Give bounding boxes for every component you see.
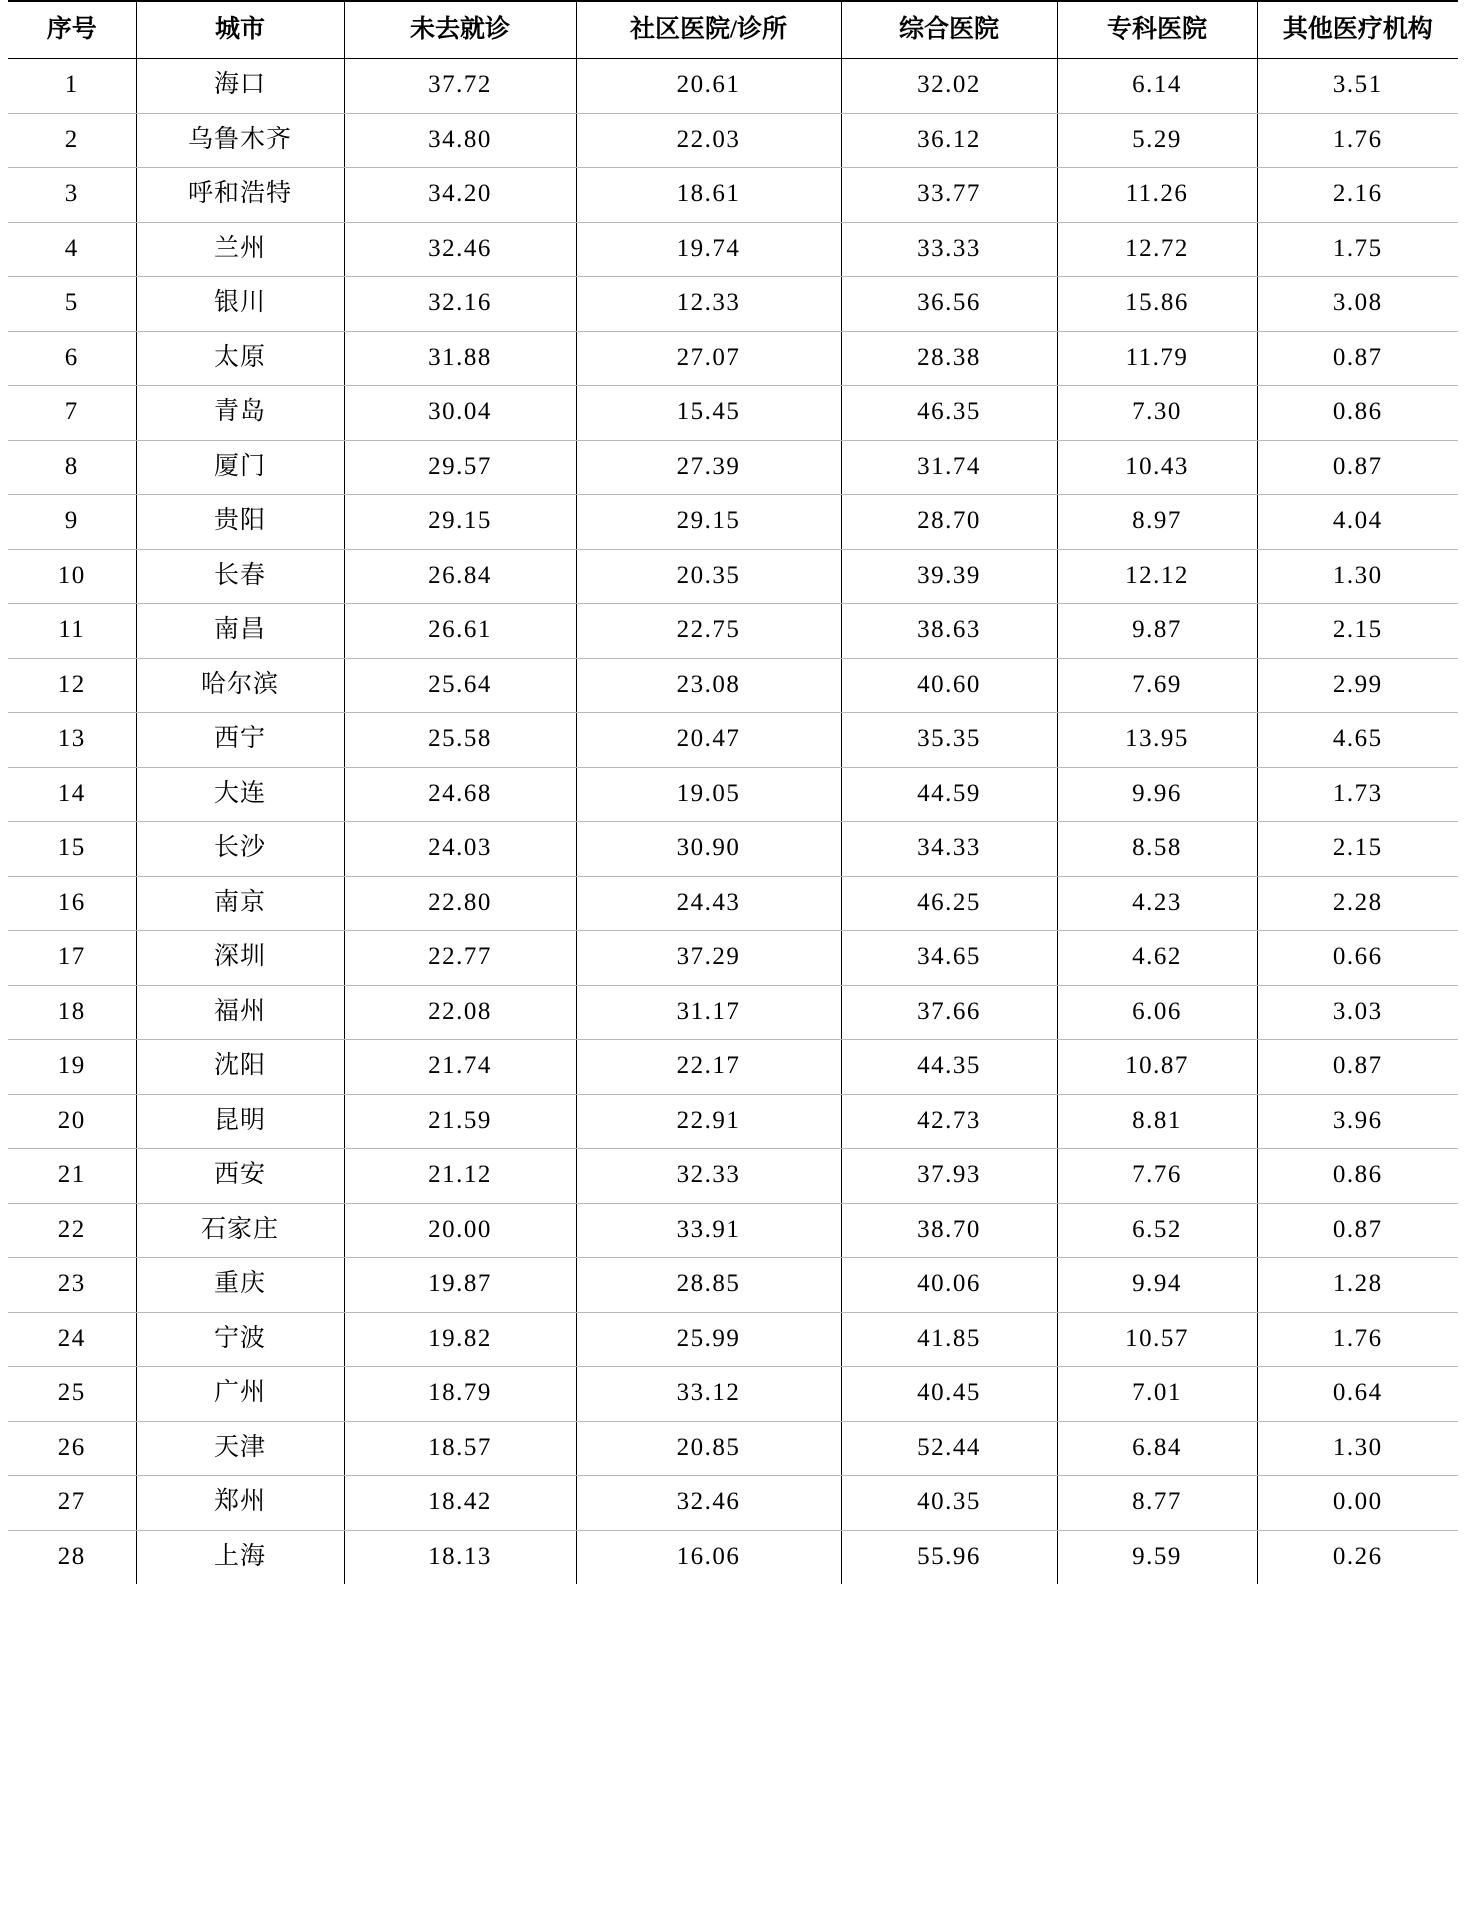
- cell-index: 6: [8, 331, 136, 386]
- cell-general-hospital: 55.96: [841, 1530, 1057, 1584]
- cell-index: 5: [8, 277, 136, 332]
- cell-index: 22: [8, 1203, 136, 1258]
- table-row: [8, 931, 1458, 986]
- cell-other-institution: 2.15: [1257, 822, 1458, 877]
- cell-no-visit: 21.59: [344, 1094, 576, 1149]
- cell-other-institution: 0.86: [1257, 1149, 1458, 1204]
- cell-city: 贵阳: [136, 495, 344, 550]
- cell-general-hospital: 40.60: [841, 658, 1057, 713]
- table-row: [8, 713, 1458, 768]
- cell-index: 21: [8, 1149, 136, 1204]
- cell-no-visit: 30.04: [344, 386, 576, 441]
- cell-specialty-hospital: 9.96: [1057, 767, 1257, 822]
- column-header-specialty-hospital: 专科医院: [1057, 1, 1257, 59]
- table-row: [8, 331, 1458, 386]
- cell-specialty-hospital: 10.57: [1057, 1312, 1257, 1367]
- table-row: [8, 1421, 1458, 1476]
- cell-city: 太原: [136, 331, 344, 386]
- cell-general-hospital: 46.25: [841, 876, 1057, 931]
- table-row: [8, 222, 1458, 277]
- cell-specialty-hospital: 8.58: [1057, 822, 1257, 877]
- cell-index: 2: [8, 113, 136, 168]
- cell-index: 19: [8, 1040, 136, 1095]
- cell-other-institution: 3.03: [1257, 985, 1458, 1040]
- cell-city: 海口: [136, 59, 344, 114]
- cell-specialty-hospital: 8.97: [1057, 495, 1257, 550]
- cell-other-institution: 0.26: [1257, 1530, 1458, 1584]
- cell-index: 8: [8, 440, 136, 495]
- cell-index: 17: [8, 931, 136, 986]
- column-header-city: 城市: [136, 1, 344, 59]
- table-row: [8, 767, 1458, 822]
- cell-city: 青岛: [136, 386, 344, 441]
- table-row: [8, 59, 1458, 114]
- cell-city: 乌鲁木齐: [136, 113, 344, 168]
- cell-specialty-hospital: 9.87: [1057, 604, 1257, 659]
- cell-community-clinic: 31.17: [576, 985, 841, 1040]
- cell-other-institution: 2.16: [1257, 168, 1458, 223]
- column-header-index: 序号: [8, 1, 136, 59]
- cell-city: 大连: [136, 767, 344, 822]
- cell-general-hospital: 36.56: [841, 277, 1057, 332]
- cell-other-institution: 1.30: [1257, 1421, 1458, 1476]
- cell-index: 3: [8, 168, 136, 223]
- cell-city: 昆明: [136, 1094, 344, 1149]
- cell-index: 9: [8, 495, 136, 550]
- cell-city: 南京: [136, 876, 344, 931]
- cell-general-hospital: 37.66: [841, 985, 1057, 1040]
- cell-index: 18: [8, 985, 136, 1040]
- cell-city: 深圳: [136, 931, 344, 986]
- cell-other-institution: 0.87: [1257, 1040, 1458, 1095]
- cell-no-visit: 18.79: [344, 1367, 576, 1422]
- cell-other-institution: 4.65: [1257, 713, 1458, 768]
- cell-general-hospital: 44.59: [841, 767, 1057, 822]
- cell-no-visit: 22.08: [344, 985, 576, 1040]
- cell-specialty-hospital: 7.76: [1057, 1149, 1257, 1204]
- cell-community-clinic: 37.29: [576, 931, 841, 986]
- table-row: [8, 495, 1458, 550]
- cell-specialty-hospital: 8.77: [1057, 1476, 1257, 1531]
- cell-city: 厦门: [136, 440, 344, 495]
- cell-other-institution: 4.04: [1257, 495, 1458, 550]
- cell-specialty-hospital: 6.14: [1057, 59, 1257, 114]
- cell-community-clinic: 20.85: [576, 1421, 841, 1476]
- cell-no-visit: 18.13: [344, 1530, 576, 1584]
- cell-community-clinic: 22.91: [576, 1094, 841, 1149]
- table-row: [8, 604, 1458, 659]
- cell-community-clinic: 32.46: [576, 1476, 841, 1531]
- cell-city: 呼和浩特: [136, 168, 344, 223]
- cell-specialty-hospital: 7.01: [1057, 1367, 1257, 1422]
- cell-general-hospital: 31.74: [841, 440, 1057, 495]
- cell-community-clinic: 15.45: [576, 386, 841, 441]
- cell-community-clinic: 32.33: [576, 1149, 841, 1204]
- cell-no-visit: 34.20: [344, 168, 576, 223]
- table-row: [8, 386, 1458, 441]
- cell-no-visit: 25.64: [344, 658, 576, 713]
- column-header-no-visit: 未去就诊: [344, 1, 576, 59]
- cell-city: 天津: [136, 1421, 344, 1476]
- cell-specialty-hospital: 7.69: [1057, 658, 1257, 713]
- column-header-other-institution: 其他医疗机构: [1257, 1, 1458, 59]
- cell-city: 广州: [136, 1367, 344, 1422]
- cell-community-clinic: 22.17: [576, 1040, 841, 1095]
- cell-community-clinic: 30.90: [576, 822, 841, 877]
- cell-general-hospital: 42.73: [841, 1094, 1057, 1149]
- table-row: [8, 985, 1458, 1040]
- cell-community-clinic: 20.61: [576, 59, 841, 114]
- cell-no-visit: 29.57: [344, 440, 576, 495]
- cell-index: 13: [8, 713, 136, 768]
- cell-other-institution: 1.75: [1257, 222, 1458, 277]
- cell-community-clinic: 29.15: [576, 495, 841, 550]
- cell-no-visit: 37.72: [344, 59, 576, 114]
- cell-other-institution: 0.66: [1257, 931, 1458, 986]
- cell-other-institution: 0.00: [1257, 1476, 1458, 1531]
- cell-general-hospital: 38.70: [841, 1203, 1057, 1258]
- cell-other-institution: 0.86: [1257, 386, 1458, 441]
- cell-general-hospital: 34.33: [841, 822, 1057, 877]
- cell-specialty-hospital: 4.62: [1057, 931, 1257, 986]
- cell-community-clinic: 33.91: [576, 1203, 841, 1258]
- cell-city: 兰州: [136, 222, 344, 277]
- cell-no-visit: 22.77: [344, 931, 576, 986]
- cell-no-visit: 18.57: [344, 1421, 576, 1476]
- table-row: [8, 277, 1458, 332]
- cell-specialty-hospital: 5.29: [1057, 113, 1257, 168]
- cell-index: 28: [8, 1530, 136, 1584]
- cell-other-institution: 1.30: [1257, 549, 1458, 604]
- cell-no-visit: 34.80: [344, 113, 576, 168]
- table-body: [8, 59, 1458, 1585]
- cell-index: 16: [8, 876, 136, 931]
- cell-no-visit: 24.68: [344, 767, 576, 822]
- table-row: [8, 1149, 1458, 1204]
- cell-specialty-hospital: 4.23: [1057, 876, 1257, 931]
- table-row: [8, 1476, 1458, 1531]
- medical-institution-choice-table: [8, 0, 1458, 1584]
- cell-no-visit: 24.03: [344, 822, 576, 877]
- cell-other-institution: 1.76: [1257, 1312, 1458, 1367]
- cell-city: 福州: [136, 985, 344, 1040]
- cell-general-hospital: 33.77: [841, 168, 1057, 223]
- cell-other-institution: 2.28: [1257, 876, 1458, 931]
- cell-general-hospital: 39.39: [841, 549, 1057, 604]
- cell-community-clinic: 12.33: [576, 277, 841, 332]
- cell-no-visit: 18.42: [344, 1476, 576, 1531]
- table-row: [8, 1203, 1458, 1258]
- cell-general-hospital: 40.06: [841, 1258, 1057, 1313]
- cell-no-visit: 19.82: [344, 1312, 576, 1367]
- cell-general-hospital: 35.35: [841, 713, 1057, 768]
- cell-no-visit: 19.87: [344, 1258, 576, 1313]
- cell-community-clinic: 25.99: [576, 1312, 841, 1367]
- cell-city: 长沙: [136, 822, 344, 877]
- cell-city: 西宁: [136, 713, 344, 768]
- table-row: [8, 1040, 1458, 1095]
- cell-community-clinic: 23.08: [576, 658, 841, 713]
- table-header: [8, 1, 1458, 59]
- cell-general-hospital: 41.85: [841, 1312, 1057, 1367]
- cell-no-visit: 32.46: [344, 222, 576, 277]
- cell-index: 24: [8, 1312, 136, 1367]
- cell-community-clinic: 20.47: [576, 713, 841, 768]
- cell-community-clinic: 16.06: [576, 1530, 841, 1584]
- cell-index: 12: [8, 658, 136, 713]
- cell-city: 宁波: [136, 1312, 344, 1367]
- cell-general-hospital: 46.35: [841, 386, 1057, 441]
- cell-index: 10: [8, 549, 136, 604]
- cell-general-hospital: 44.35: [841, 1040, 1057, 1095]
- cell-index: 4: [8, 222, 136, 277]
- cell-other-institution: 3.51: [1257, 59, 1458, 114]
- column-header-community-clinic: 社区医院/诊所: [576, 1, 841, 59]
- cell-other-institution: 0.64: [1257, 1367, 1458, 1422]
- cell-specialty-hospital: 9.94: [1057, 1258, 1257, 1313]
- cell-other-institution: 0.87: [1257, 331, 1458, 386]
- cell-specialty-hospital: 6.52: [1057, 1203, 1257, 1258]
- table-row: [8, 1530, 1458, 1584]
- cell-specialty-hospital: 7.30: [1057, 386, 1257, 441]
- cell-specialty-hospital: 10.87: [1057, 1040, 1257, 1095]
- cell-index: 15: [8, 822, 136, 877]
- cell-no-visit: 25.58: [344, 713, 576, 768]
- cell-specialty-hospital: 11.79: [1057, 331, 1257, 386]
- cell-no-visit: 29.15: [344, 495, 576, 550]
- cell-specialty-hospital: 11.26: [1057, 168, 1257, 223]
- cell-city: 重庆: [136, 1258, 344, 1313]
- cell-general-hospital: 32.02: [841, 59, 1057, 114]
- cell-other-institution: 0.87: [1257, 1203, 1458, 1258]
- cell-community-clinic: 24.43: [576, 876, 841, 931]
- cell-general-hospital: 34.65: [841, 931, 1057, 986]
- cell-no-visit: 22.80: [344, 876, 576, 931]
- cell-specialty-hospital: 10.43: [1057, 440, 1257, 495]
- cell-community-clinic: 19.05: [576, 767, 841, 822]
- cell-general-hospital: 38.63: [841, 604, 1057, 659]
- cell-no-visit: 21.12: [344, 1149, 576, 1204]
- column-header-general-hospital: 综合医院: [841, 1, 1057, 59]
- cell-specialty-hospital: 6.06: [1057, 985, 1257, 1040]
- cell-specialty-hospital: 15.86: [1057, 277, 1257, 332]
- table-row: [8, 1258, 1458, 1313]
- table-row: [8, 876, 1458, 931]
- cell-community-clinic: 19.74: [576, 222, 841, 277]
- cell-no-visit: 32.16: [344, 277, 576, 332]
- cell-other-institution: 2.15: [1257, 604, 1458, 659]
- cell-general-hospital: 28.70: [841, 495, 1057, 550]
- cell-other-institution: 0.87: [1257, 440, 1458, 495]
- cell-general-hospital: 33.33: [841, 222, 1057, 277]
- cell-no-visit: 21.74: [344, 1040, 576, 1095]
- cell-community-clinic: 22.03: [576, 113, 841, 168]
- cell-other-institution: 3.96: [1257, 1094, 1458, 1149]
- table-row: [8, 549, 1458, 604]
- cell-specialty-hospital: 9.59: [1057, 1530, 1257, 1584]
- cell-community-clinic: 27.07: [576, 331, 841, 386]
- cell-index: 26: [8, 1421, 136, 1476]
- cell-city: 郑州: [136, 1476, 344, 1531]
- table-row: [8, 113, 1458, 168]
- cell-city: 银川: [136, 277, 344, 332]
- cell-community-clinic: 28.85: [576, 1258, 841, 1313]
- table-header-row: [8, 1, 1458, 59]
- cell-no-visit: 26.84: [344, 549, 576, 604]
- cell-general-hospital: 40.35: [841, 1476, 1057, 1531]
- cell-no-visit: 26.61: [344, 604, 576, 659]
- cell-city: 沈阳: [136, 1040, 344, 1095]
- cell-city: 哈尔滨: [136, 658, 344, 713]
- cell-index: 20: [8, 1094, 136, 1149]
- cell-other-institution: 1.73: [1257, 767, 1458, 822]
- cell-specialty-hospital: 8.81: [1057, 1094, 1257, 1149]
- cell-community-clinic: 18.61: [576, 168, 841, 223]
- cell-index: 27: [8, 1476, 136, 1531]
- cell-other-institution: 3.08: [1257, 277, 1458, 332]
- cell-community-clinic: 20.35: [576, 549, 841, 604]
- table-row: [8, 1312, 1458, 1367]
- cell-community-clinic: 22.75: [576, 604, 841, 659]
- cell-specialty-hospital: 12.72: [1057, 222, 1257, 277]
- cell-other-institution: 1.76: [1257, 113, 1458, 168]
- table-row: [8, 168, 1458, 223]
- cell-city: 南昌: [136, 604, 344, 659]
- table-row: [8, 1367, 1458, 1422]
- cell-specialty-hospital: 6.84: [1057, 1421, 1257, 1476]
- cell-general-hospital: 52.44: [841, 1421, 1057, 1476]
- table-row: [8, 822, 1458, 877]
- cell-general-hospital: 36.12: [841, 113, 1057, 168]
- cell-no-visit: 20.00: [344, 1203, 576, 1258]
- table-row: [8, 440, 1458, 495]
- table-row: [8, 658, 1458, 713]
- cell-general-hospital: 28.38: [841, 331, 1057, 386]
- cell-city: 上海: [136, 1530, 344, 1584]
- cell-other-institution: 2.99: [1257, 658, 1458, 713]
- cell-general-hospital: 40.45: [841, 1367, 1057, 1422]
- table-row: [8, 1094, 1458, 1149]
- cell-index: 14: [8, 767, 136, 822]
- cell-city: 长春: [136, 549, 344, 604]
- cell-index: 11: [8, 604, 136, 659]
- cell-community-clinic: 27.39: [576, 440, 841, 495]
- cell-community-clinic: 33.12: [576, 1367, 841, 1422]
- cell-index: 23: [8, 1258, 136, 1313]
- cell-specialty-hospital: 13.95: [1057, 713, 1257, 768]
- cell-city: 石家庄: [136, 1203, 344, 1258]
- cell-index: 25: [8, 1367, 136, 1422]
- cell-no-visit: 31.88: [344, 331, 576, 386]
- cell-specialty-hospital: 12.12: [1057, 549, 1257, 604]
- cell-index: 7: [8, 386, 136, 441]
- cell-other-institution: 1.28: [1257, 1258, 1458, 1313]
- cell-general-hospital: 37.93: [841, 1149, 1057, 1204]
- cell-index: 1: [8, 59, 136, 114]
- cell-city: 西安: [136, 1149, 344, 1204]
